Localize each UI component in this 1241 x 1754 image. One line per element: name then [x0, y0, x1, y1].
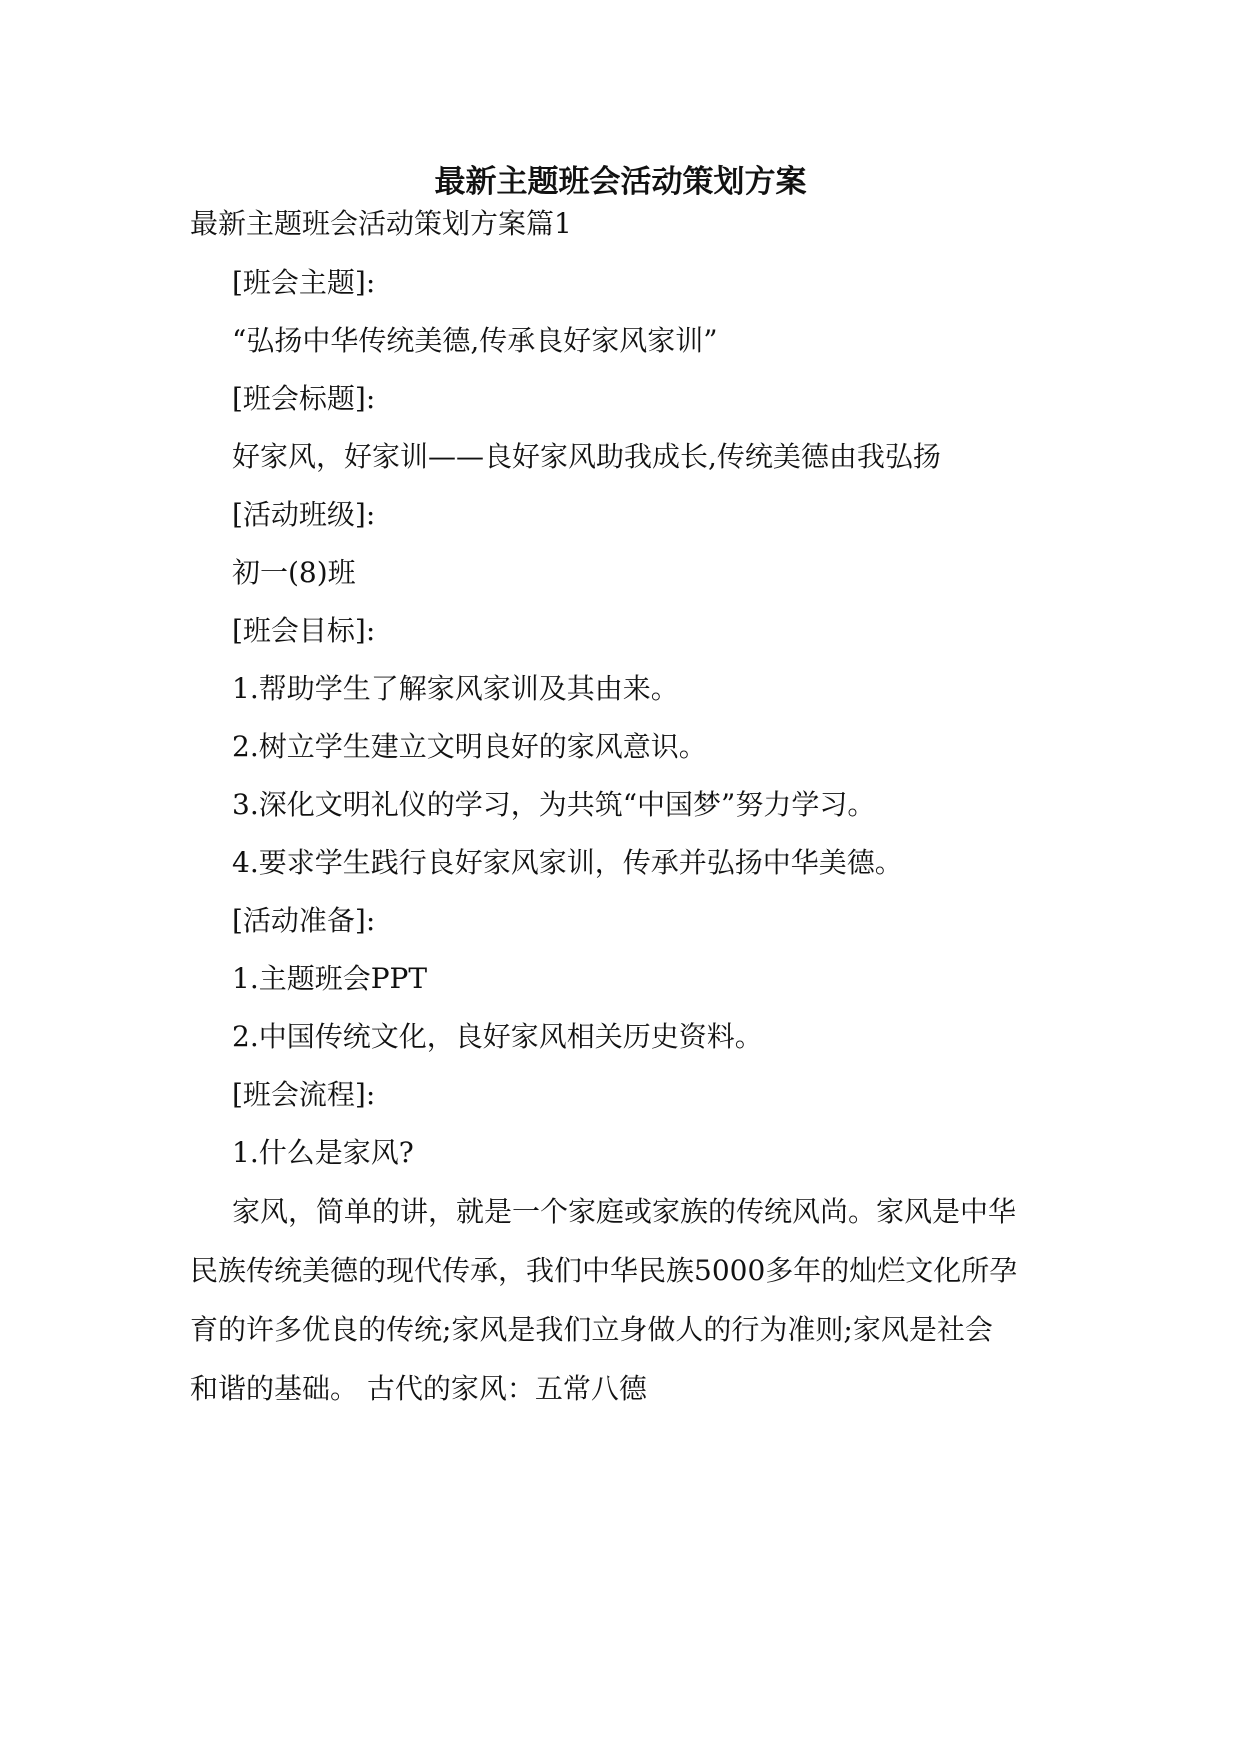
paragraph-line: 家风，简单的讲，就是一个家庭或家族的传统风尚。家风是中华 [232, 1195, 1017, 1228]
theme-text: “弘扬中华传统美德,传承良好家风家训” [232, 324, 718, 357]
goal-item: 3.深化文明礼仪的学习，为共筑“中国梦”努力学习。 [232, 788, 876, 821]
subject-label: [班会标题]: [232, 382, 376, 415]
paragraph-line: 育的许多优良的传统;家风是我们立身做人的行为准则;家风是社会 [190, 1313, 993, 1346]
prep-item: 1.主题班会PPT [232, 962, 428, 995]
process-label: [班会流程]: [232, 1078, 376, 1111]
goals-label: [班会目标]: [232, 614, 376, 647]
subject-text: 好家风，好家训——良好家风助我成长,传统美德由我弘扬 [232, 440, 941, 473]
goal-item: 1.帮助学生了解家风家训及其由来。 [232, 672, 679, 705]
paragraph-line: 和谐的基础。 古代的家风：五常八德 [190, 1372, 647, 1405]
goal-item: 2.树立学生建立文明良好的家风意识。 [232, 730, 707, 763]
theme-label: [班会主题]: [232, 266, 376, 299]
section-heading: 最新主题班会活动策划方案篇1 [190, 207, 572, 240]
paragraph-line: 民族传统美德的现代传承，我们中华民族5000多年的灿烂文化所孕 [190, 1254, 1018, 1287]
goal-item: 4.要求学生践行良好家风家训，传承并弘扬中华美德。 [232, 846, 903, 879]
class-text: 初一(8)班 [232, 556, 356, 589]
prep-item: 2.中国传统文化，良好家风相关历史资料。 [232, 1020, 763, 1053]
document-title: 最新主题班会活动策划方案 [434, 164, 807, 200]
class-label: [活动班级]: [232, 498, 376, 531]
process-step: 1.什么是家风? [232, 1136, 414, 1169]
prep-label: [活动准备]: [232, 904, 376, 937]
